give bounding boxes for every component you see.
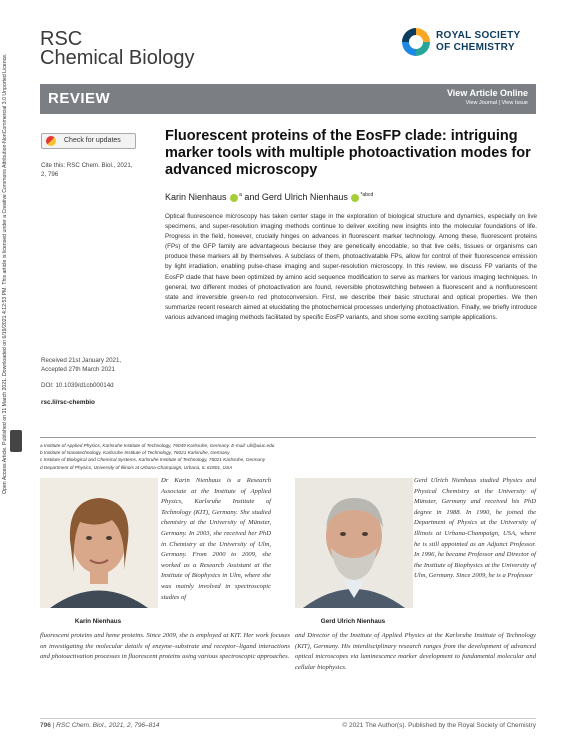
author-photo-gerd xyxy=(295,478,413,608)
licence-text[interactable]: Open Access Article. Published on 31 March 2021. Downloaded on 6/19/2021 4:12:53 PM. This article is licensed under a Creative Commons Attribution-NonCommercial 3.0 Unported Licence. xyxy=(2,53,8,494)
journal-line-1: RSC xyxy=(40,28,83,50)
footer-divider xyxy=(40,718,536,719)
rsc-logo-icon xyxy=(398,24,434,60)
bio-gerd-continued: and Director of the Institute of Applied Physics at the Karlsruhe Institute of Technology (KIT), Germany. His interdisciplinary research ranges from the development of advanced optical microscopes via luminescence marker development to fundamental molecular and cellular biophysics. xyxy=(295,632,536,671)
view-article-online-link[interactable]: View Article Online xyxy=(446,88,528,98)
accepted-date: Accepted 27th March 2021 xyxy=(41,365,115,373)
check-for-updates-label: Check for updates xyxy=(64,137,121,144)
logo-line-1: ROYAL SOCIETY xyxy=(436,30,521,41)
footer-journal-ref: RSC Chem. Biol., 2021, 2, 796–814 xyxy=(56,722,160,729)
affiliation-c: c Institute of Biological and Chemical Systems, Karlsruhe Institute of Technology, 76021 Karlsruhe, Germany xyxy=(40,457,266,463)
orcid-icon[interactable] xyxy=(351,194,359,202)
page-number: 796 xyxy=(40,722,51,729)
affiliation-b: b Institute of Nanotechnology, Karlsruhe Institute of Technology, 76021 Karlsruhe, Germany xyxy=(40,450,230,456)
article-type-label: REVIEW xyxy=(48,90,111,107)
photo-caption-karin: Karin Nienhaus xyxy=(74,618,122,625)
cite-line-2: 2, 796 xyxy=(41,170,59,178)
orcid-icon[interactable] xyxy=(230,194,238,202)
footer-copyright: © 2021 The Author(s). Published by the Royal Society of Chemistry xyxy=(342,722,536,729)
logo-line-2: OF CHEMISTRY xyxy=(436,42,515,53)
check-for-updates-button[interactable] xyxy=(41,133,136,149)
footer-separator: | xyxy=(50,722,57,729)
author-2-sup: *abcd xyxy=(360,192,374,198)
bio-gerd-column: Gerd Ulrich Nienhaus studied Physics and Physical Chemistry at the University of Münster, Germany and received his PhD degree in 1988. In 1990, he joined the Department of Physics at the University of Illinois at Urbana-Champaign, USA, where he is still appointed as an Adjunct Professor. In 1996, he became Professor and Director of the Institute of Biophysics at the University of Ulm, Germany. Since 2009, he is a Professor xyxy=(414,477,536,580)
bio-karin-continued: fluorescent proteins and heme proteins. Since 2009, she is employed at KIT. Her work focuses on investigating the molecular details of enzyme–substrate and receptor–ligand interactions and photoactivation processes in fluorescent proteins using various spectroscopic approaches. xyxy=(40,632,290,661)
cc-licence-icon[interactable] xyxy=(10,430,22,452)
cite-line-1: Cite this: RSC Chem. Biol., 2021, xyxy=(41,162,133,169)
rsc-logo[interactable] xyxy=(398,24,538,64)
author-separator: and xyxy=(241,192,262,202)
abstract: Optical fluorescence microscopy has taken center stage in the exploration of biological structure and dynamics, especially on live specimens, and super-resolution imaging methods continue to deliver exciting new insights into the molecular foundations of life. Progress in the field, however, crucially hinges on advances in fluorescent marker technology. Among these, fluorescent proteins (FPs) of the GFP family are advantageous because they are genetically encodable, so that live cells, tissues or organisms can produce these markers all by themselves. A subclass of them, photoactivatable FPs, allow for control of their fluorescence emission by light irradiation, enabling pulse-chase imaging and super-resolution microscopy. In this review, we discuss FP variants of the EosFP clade that have been optimized by amino acid sequence modification to serve as markers for various imaging techniques. In general, two different modes of photoactivation are found, reversible photoswitching between a fluorescent and a nonfluorescent state and irreversible green-to red photoconversion. First, we describe their basic structural and optical properties. We then summarize recent research aimed at elucidating the photochemical processes underlying photoactivation. Finally, we briefly introduce various advanced imaging methods facilitated by specific EosFP variants, and show some exciting sample applications. xyxy=(165,213,537,321)
article-type-banner xyxy=(40,84,536,114)
article-title: Fluorescent proteins of the EosFP clade: intriguing marker tools with multiple photoactivation modes for advanced microscopy xyxy=(165,128,531,178)
author-list xyxy=(165,192,373,202)
author-photo-karin xyxy=(40,478,158,608)
bio-karin-column: Dr Karin Nienhaus is a Research Associate at the Institute of Applied Physics, Karlsruhe Institute of Technology (KIT), Germany. She studied chemistry at the University of Münster, Germany. In 2003, she received her PhD in Chemistry at the University of Ulm, Germany. From 2000 to 2009, she worked as a Research Assistant at the Institute of Biophysics in Ulm, where she was mainly involved in spectroscopic studies of xyxy=(161,477,271,601)
author-1-sup: a xyxy=(239,192,242,198)
received-date: Received 21st January 2021, xyxy=(41,357,122,364)
citation-block xyxy=(41,162,132,179)
doi[interactable]: DOI: 10.1039/d1cb00014d xyxy=(41,382,114,389)
affiliations xyxy=(40,442,536,471)
view-journal-issue-links[interactable]: View Journal | View Issue xyxy=(465,100,528,106)
footer-citation xyxy=(40,722,160,729)
dates-block xyxy=(41,357,121,374)
affiliation-a: a Institute of Applied Physics, Karlsruhe Institute of Technology, 76049 Karlsruhe, Germany. E-mail: uli@uiuc.edu xyxy=(40,443,275,448)
crossmark-icon xyxy=(46,136,56,146)
divider xyxy=(40,437,536,438)
journal-name xyxy=(40,30,195,68)
author-2[interactable]: Gerd Ulrich Nienhaus xyxy=(261,192,348,202)
author-1[interactable]: Karin Nienhaus xyxy=(165,192,227,202)
journal-link[interactable]: rsc.li/rsc-chembio xyxy=(41,399,95,406)
journal-line-2: Chemical Biology xyxy=(40,47,195,69)
affiliation-d: d Department of Physics, University of Illinois at Urbana-Champaign, Urbana, IL 61801, USA xyxy=(40,464,233,470)
photo-caption-gerd: Gerd Ulrich Nienhaus xyxy=(320,618,386,625)
